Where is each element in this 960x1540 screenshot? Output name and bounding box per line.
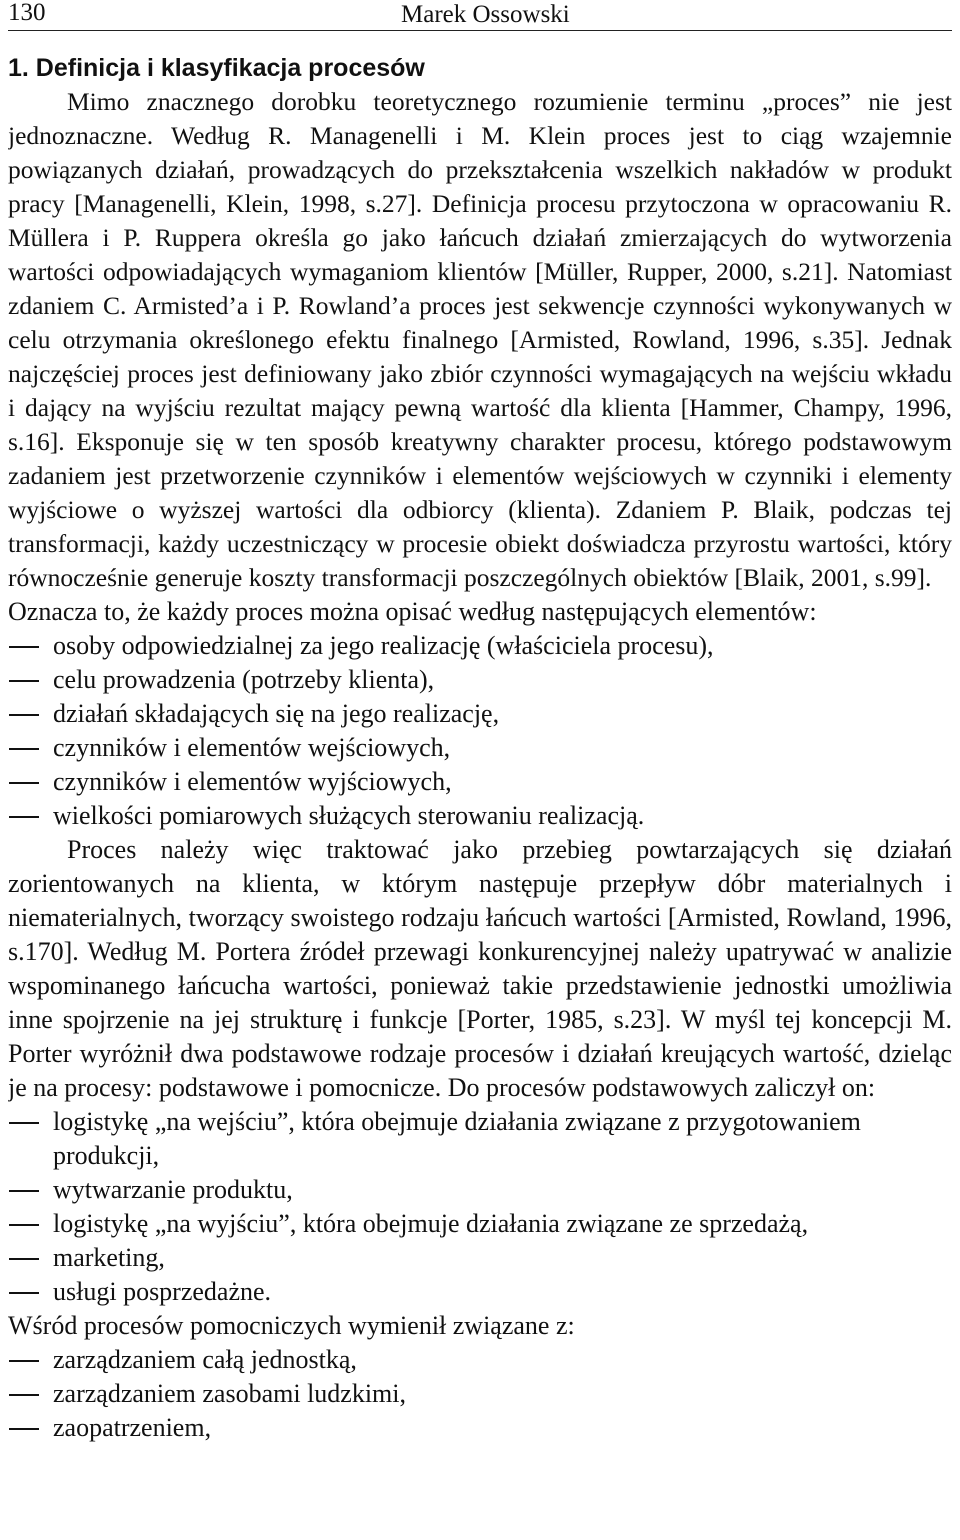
list-item: logistykę „na wejściu”, która obejmuje działania związane z przygotowaniem produkcji, (8, 1105, 952, 1173)
list-item: czynników i elementów wyjściowych, (8, 765, 952, 799)
page-number: 130 (8, 0, 46, 26)
list-item: marketing, (8, 1241, 952, 1275)
list-item: zarządzaniem całą jednostką, (8, 1343, 952, 1377)
list-item: wytwarzanie produktu, (8, 1173, 952, 1207)
list-item: czynników i elementów wejściowych, (8, 731, 952, 765)
paragraph-support-intro: Wśród procesów pomocniczych wymienił związane z: (8, 1311, 575, 1340)
list-item: celu prowadzenia (potrzeby klienta), (8, 663, 952, 697)
list-item: osoby odpowiedzialnej za jego realizację (właściciela procesu), (8, 629, 952, 663)
paragraph-definitions: Mimo znacznego dorobku teoretycznego rozumienie terminu „proces” nie jest jednoznaczne. Według R. Managenelli i M. Klein proces jest to ciąg wzajemnie powiązanych działań, prowadzących do przekształcenia wszelkich nakładów w produkt pracy [Managenelli, Klein, 1998, s.27]. Definicja procesu przytoczona w opracowaniu R. Müllera i P. Ruppera określa go jako łańcuch działań zmierzających do wytworzenia wartości odpowiadających wymaganiom klientów [Müller, Rupper, 2000, s.21]. Natomiast zdaniem C. Armisted’a i P. Rowland’a proces jest sekwencje czynności wykonywanych w celu otrzymania określonego efektu finalnego [Armisted, Rowland, 1996, s.35]. Jednak najczęściej proces jest definiowany jako zbiór czynności wymagających na wejściu wkładu i dający na wyjściu rezultat mający pewną wartość dla klienta [Hammer, Champy, 1996, s.16]. Eksponuje się w ten sposób kreatywny charakter procesu, którego podstawowym zadaniem jest przetworzenie czynników i elementów wejściowych w czynniki i elementy wyjściowe o wyższej wartości dla odbiorcy (klienta). Zdaniem P. Blaik, podczas tej transformacji, każdy uczestniczący w procesie obiekt doświadcza przyrostu wartości, który równocześnie generuje koszty transformacji poszczególnych obiektów [Blaik, 2001, s.99]. (8, 87, 952, 592)
list-item: zaopatrzeniem, (8, 1411, 952, 1445)
running-header (8, 0, 952, 31)
process-elements-list (8, 629, 952, 833)
paragraph-elements-intro: Oznacza to, że każdy proces można opisać według następujących elementów: (8, 597, 817, 626)
paragraph-value-chain: Proces należy więc traktować jako przebieg powtarzających się działań zorientowanych na klienta, w którym następuje przepływ dóbr materialnych i niematerialnych, tworzący swoistego rodzaju łańcuch wartości [Armisted, Rowland, 1996, s.170]. Według M. Portera źródeł przewagi konkurencyjnej należy upatrywać w analizie wspominanego łańcucha wartości, ponieważ takie przedstawienie jednostki umożliwia inne spojrzenie na jej strukturę i funkcje [Porter, 1985, s.23]. W myśl tej koncepcji M. Porter wyróżnił dwa podstawowe rodzaje procesów i działań kreujących wartość, dzieląc je na procesy: podstawowe i pomocnicze. Do procesów podstawowych zaliczył on: (8, 835, 952, 1102)
support-processes-list (8, 1343, 952, 1445)
document-page (8, 0, 952, 1540)
list-item: usługi posprzedażne. (8, 1275, 952, 1309)
list-item: działań składających się na jego realizację, (8, 697, 952, 731)
section-heading: 1. Definicja i klasyfikacja procesów (8, 54, 425, 82)
primary-processes-list (8, 1105, 952, 1309)
running-header-author: Marek Ossowski (401, 1, 570, 28)
list-item: wielkości pomiarowych służących sterowaniu realizacją. (8, 799, 952, 833)
list-item: logistykę „na wyjściu”, która obejmuje działania związane ze sprzedażą, (8, 1207, 952, 1241)
list-item: zarządzaniem zasobami ludzkimi, (8, 1377, 952, 1411)
